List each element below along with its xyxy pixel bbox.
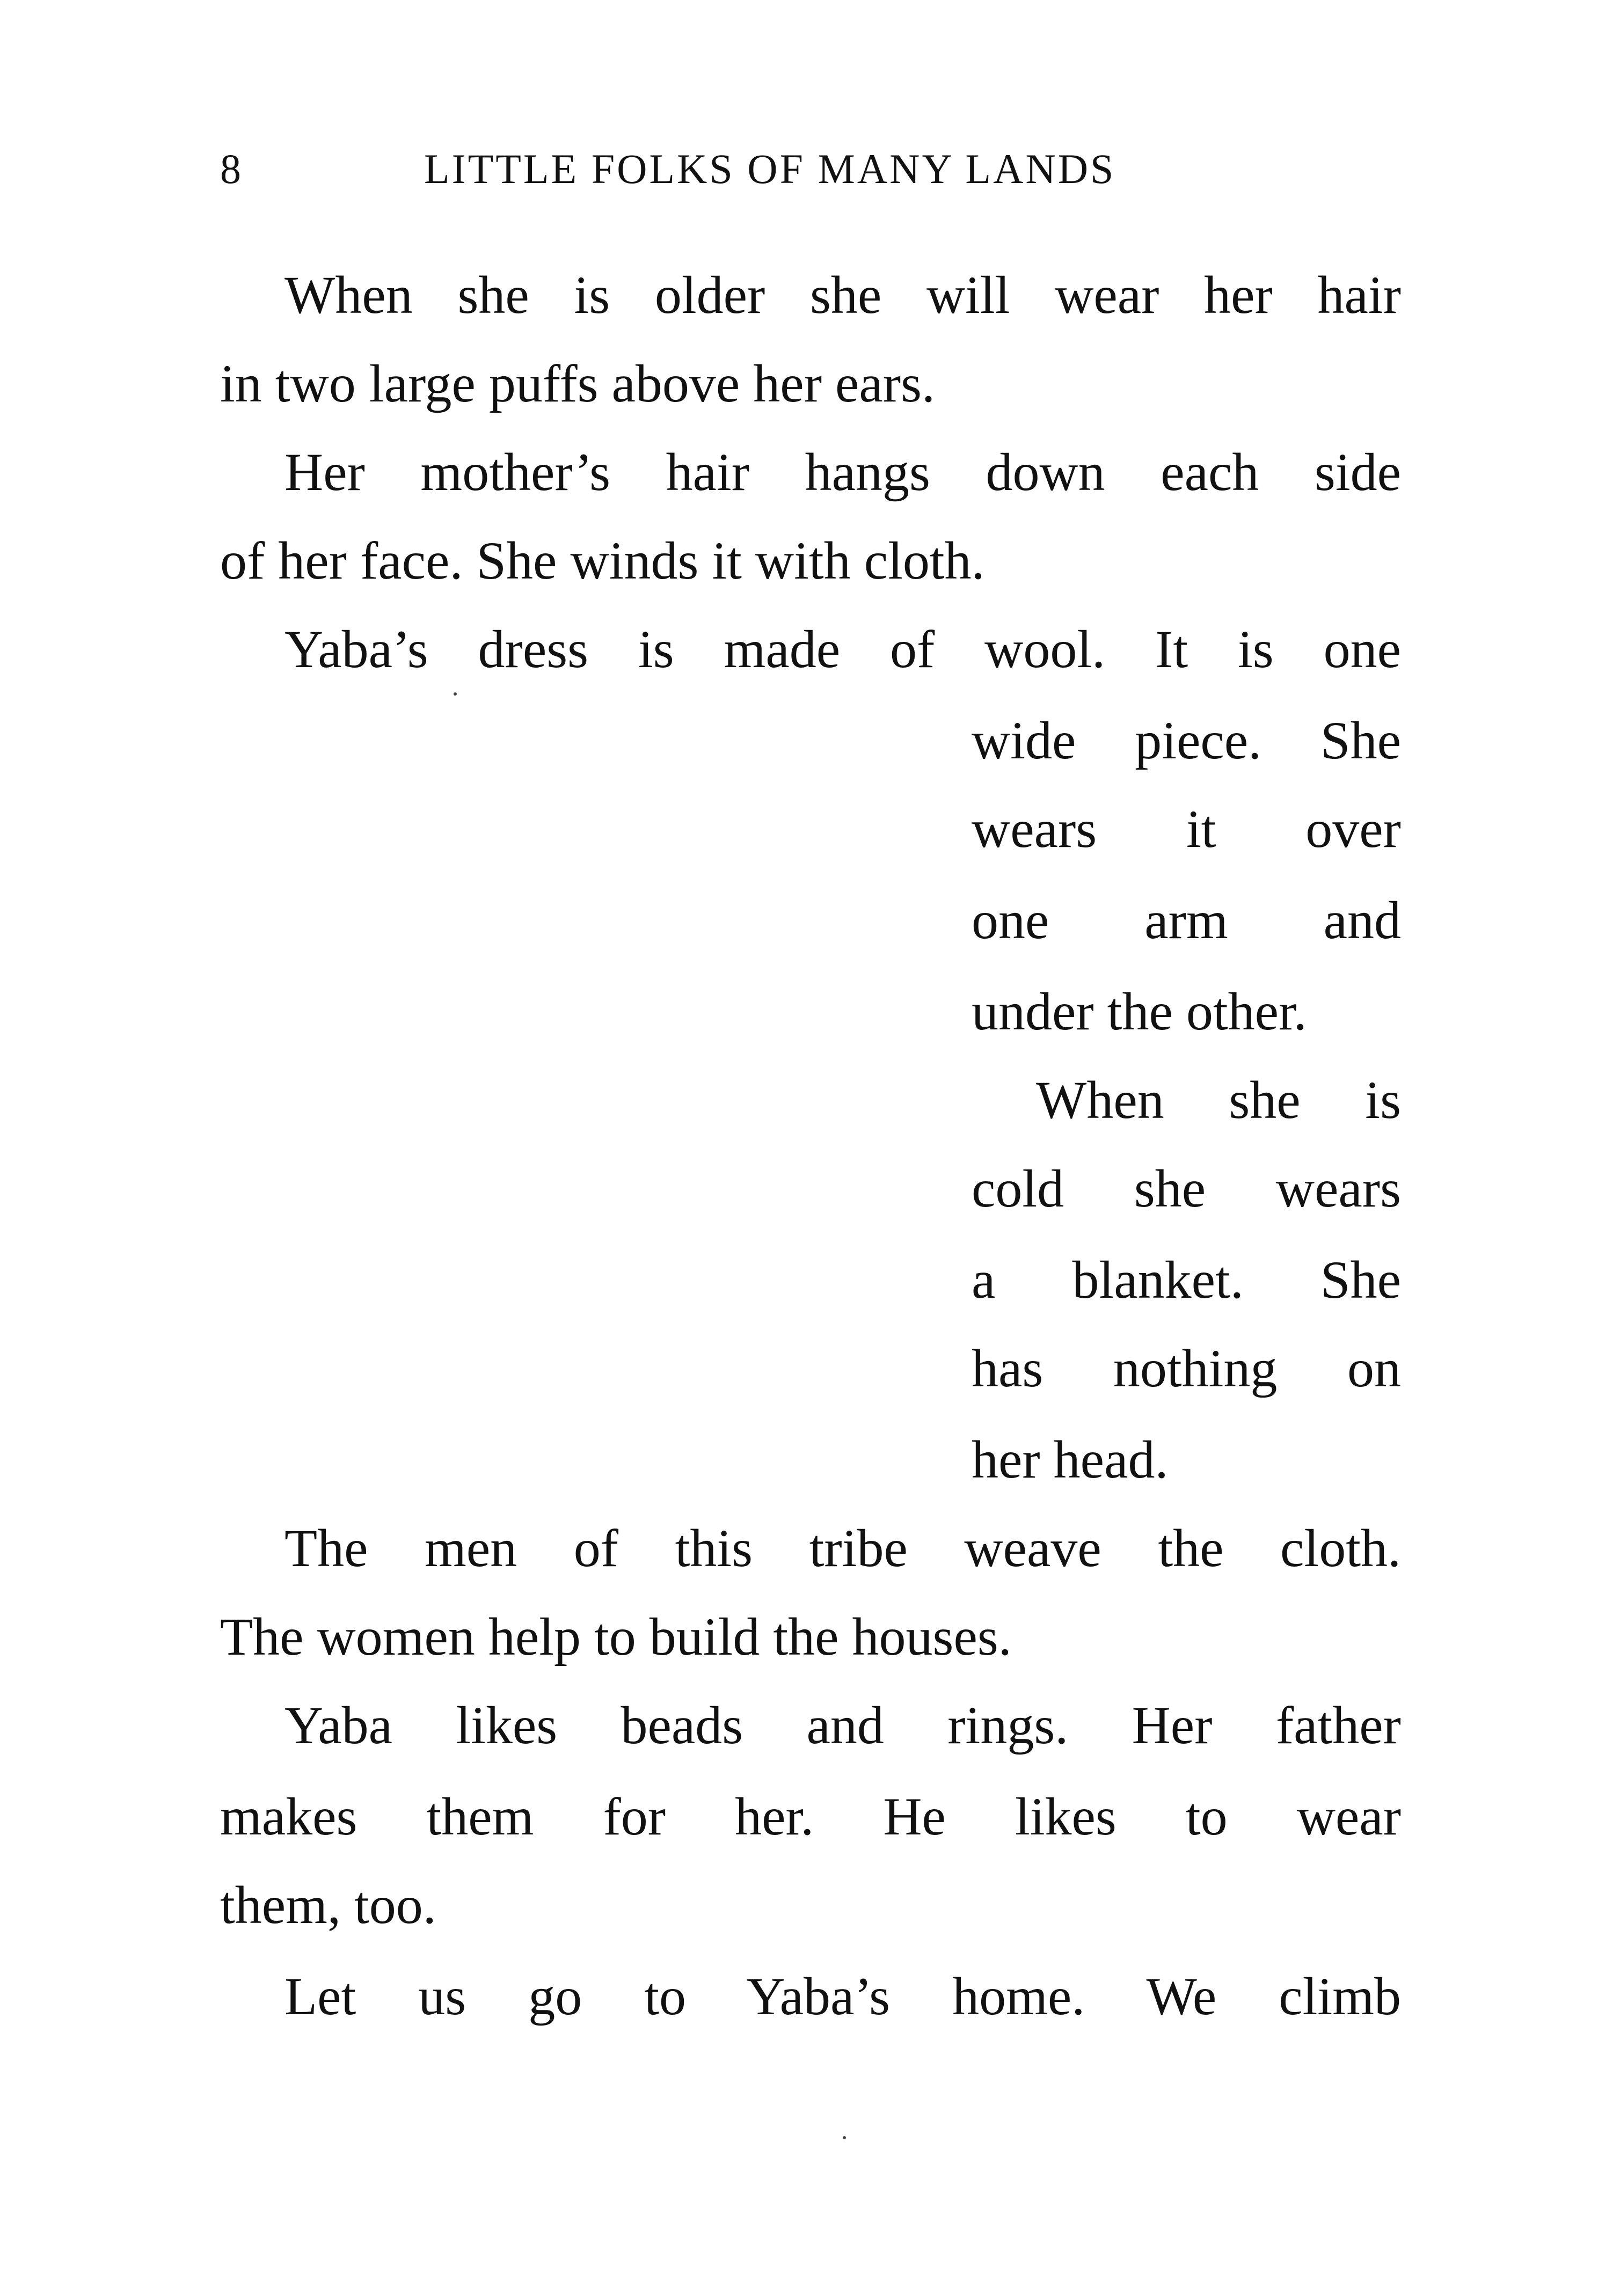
text-line: Yaba’s dress is made of wool. It is one <box>284 619 1401 679</box>
ink-speck <box>843 2136 846 2139</box>
running-title: LITTLE FOLKS OF MANY LANDS <box>424 145 1116 192</box>
text-line: Let us go to Yaba’s home. We climb <box>284 1966 1401 2026</box>
text-line: under the other. <box>972 982 1307 1041</box>
text-line: in two large puffs above her ears. <box>220 354 935 413</box>
ink-speck <box>454 692 457 696</box>
text-line: makes them for her. He likes to wear <box>220 1787 1401 1846</box>
text-line: has nothing on <box>972 1339 1401 1398</box>
text-line: her head. <box>972 1430 1169 1489</box>
page-header <box>220 145 1218 204</box>
text-line: one arm and <box>972 890 1401 950</box>
illustration-area <box>220 719 929 1481</box>
text-line: When she is <box>1036 1070 1401 1130</box>
text-line: Yaba likes beads and rings. Her father <box>284 1695 1401 1755</box>
text-line: When she is older she will wear her hair <box>284 265 1401 325</box>
text-line: of her face. She winds it with cloth. <box>220 531 985 590</box>
text-line: wears it over <box>972 799 1401 859</box>
text-line: wide piece. She <box>972 711 1401 770</box>
text-line: a blanket. She <box>972 1250 1401 1310</box>
page-number: 8 <box>220 145 243 192</box>
text-line: cold she wears <box>972 1159 1401 1218</box>
text-line: Her mother’s hair hangs down each side <box>284 442 1401 502</box>
text-line: The men of this tribe weave the cloth. <box>284 1518 1401 1578</box>
text-line: The women help to build the houses. <box>220 1607 1012 1666</box>
text-line: them, too. <box>220 1875 436 1935</box>
